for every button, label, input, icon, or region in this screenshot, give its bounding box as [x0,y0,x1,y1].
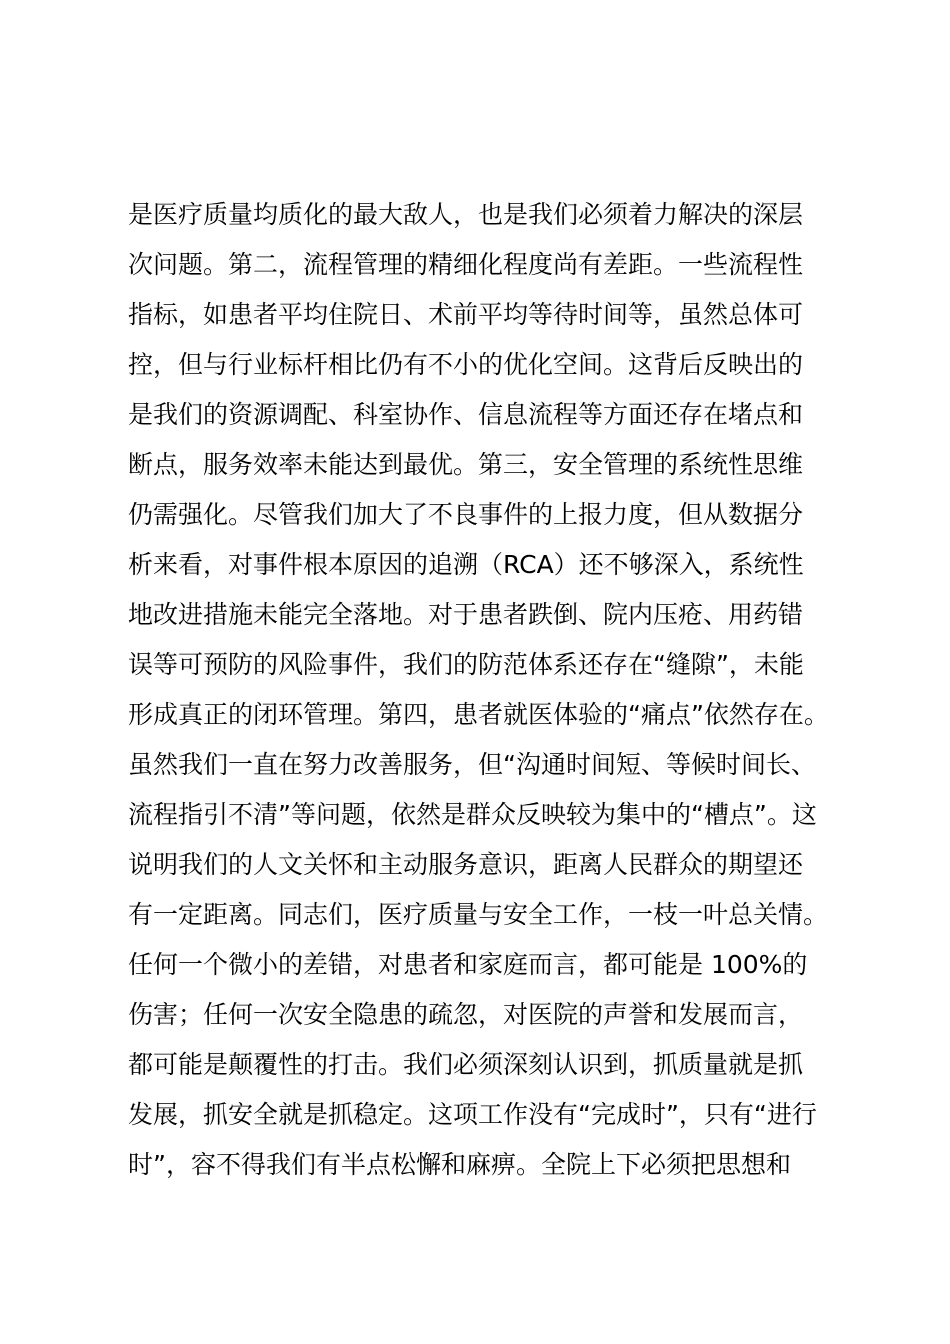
text-line: 析来看，对事件根本原因的追溯（RCA）还不够深入，系统性 [128,550,804,579]
text-line: 发展，抓安全就是抓稳定。这项工作没有“完成时”，只有“进行 [128,1100,817,1129]
body-text [128,190,848,1190]
text-line: 地改进措施未能完全落地。对于患者跌倒、院内压疮、用药错 [128,600,804,629]
text-line: 伤害；任何一次安全隐患的疏忽，对医院的声誉和发展而言， [128,1000,804,1029]
text-line: 时”，容不得我们有半点松懈和麻痹。全院上下必须把思想和 [128,1150,791,1179]
text-line: 是我们的资源调配、科室协作、信息流程等方面还存在堵点和 [128,400,804,429]
text-line: 流程指引不清”等问题，依然是群众反映较为集中的“槽点”。这 [128,800,817,829]
text-line: 形成真正的闭环管理。第四，患者就医体验的“痛点”依然存在。 [128,700,829,729]
text-line: 误等可预防的风险事件，我们的防范体系还存在“缝隙”，未能 [128,650,804,679]
text-line: 是医疗质量均质化的最大敌人，也是我们必须着力解决的深层 [128,200,804,229]
text-line: 任何一个微小的差错，对患者和家庭而言，都可能是 100%的 [128,950,808,979]
text-line: 控，但与行业标杆相比仍有不小的优化空间。这背后反映出的 [128,350,804,379]
text-line: 有一定距离。同志们，医疗质量与安全工作，一枝一叶总关情。 [128,900,829,929]
text-line: 都可能是颠覆性的打击。我们必须深刻认识到，抓质量就是抓 [128,1050,804,1079]
text-line: 仍需强化。尽管我们加大了不良事件的上报力度，但从数据分 [128,500,804,529]
text-line: 次问题。第二，流程管理的精细化程度尚有差距。一些流程性 [128,250,804,279]
text-line: 说明我们的人文关怀和主动服务意识，距离人民群众的期望还 [128,850,804,879]
text-line: 虽然我们一直在努力改善服务，但“沟通时间短、等候时间长、 [128,750,816,779]
text-line: 断点，服务效率未能达到最优。第三，安全管理的系统性思维 [128,450,804,479]
text-line: 指标，如患者平均住院日、术前平均等待时间等，虽然总体可 [128,300,804,329]
